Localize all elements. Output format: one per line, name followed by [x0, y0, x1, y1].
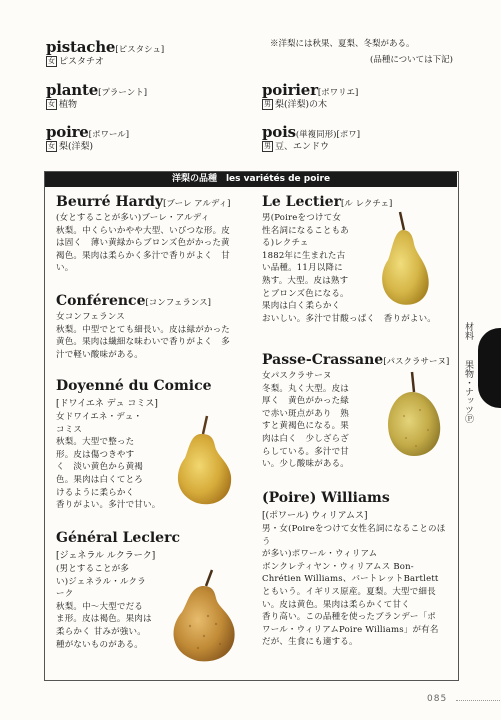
desc-line: る)レクチェ: [262, 238, 309, 249]
side-label-fruits-nuts: 果物・ナッツⓅ: [463, 360, 473, 423]
desc-line: 汁で軽い酸味がある。: [56, 349, 144, 360]
variety-name: Passe-Crassane: [262, 352, 384, 368]
desc-line: 肉は白く 少しざらざ: [262, 433, 350, 444]
band-title-fr: les variétés de poire: [225, 174, 331, 184]
variety-conference: [56, 290, 252, 361]
gender-badge: 男: [264, 142, 271, 150]
variety-name: Doyenné du Comice: [56, 378, 212, 394]
variety-pronunciation: [ドワイエネ デュ コミス]: [56, 399, 158, 409]
variety-pronunciation: [コンフェランス]: [145, 298, 211, 308]
desc-line: 種がないものがある。: [56, 639, 144, 650]
desc-line: い。: [56, 263, 74, 274]
desc-line: (女とすることが多い)ブーレ・アルディ: [56, 213, 210, 223]
desc-line: コミス: [56, 424, 83, 435]
le-lectier-pear-image: [368, 210, 438, 310]
headword: pistache: [46, 38, 116, 56]
desc-line: い品種。11月以降に: [262, 263, 343, 274]
variety-beurre-hardy: [56, 191, 252, 275]
entry-plante: [46, 80, 147, 111]
variety-name: Conférence: [56, 293, 146, 309]
gender-badge: 女: [48, 100, 55, 108]
band-title-ja: 洋梨の品種: [171, 174, 217, 184]
variety-name: Général Leclerc: [56, 530, 180, 546]
pronunciation: [ポワリエ]: [317, 88, 359, 98]
definition: 梨(洋梨): [59, 142, 94, 152]
desc-line: で赤い斑点があり 熟: [262, 408, 350, 419]
desc-line: とブロンズ色になる。: [262, 288, 349, 299]
desc-line: けるように柔らかく: [56, 487, 135, 498]
side-label-materials: 材料: [463, 322, 473, 340]
variety-name: Le Lectier: [262, 194, 341, 210]
page-rule: [456, 700, 500, 701]
desc-line: すと黄褐色になる。果: [262, 421, 350, 432]
headword: pois: [262, 123, 296, 141]
desc-line: だが、生食にも適する。: [262, 637, 358, 648]
side-tab: [478, 328, 501, 408]
desc-line: (男とすることが多: [56, 564, 130, 574]
desc-line: 褐色。果肉は柔らかく多汁で香りがよく 甘: [56, 250, 231, 261]
desc-line: 性名詞になることもあ: [262, 225, 350, 236]
passe-crassane-pear-image: [376, 368, 450, 460]
desc-line: Chrétien Williams、バートレットBartlett: [262, 574, 439, 585]
doyenne-pear-image: [163, 410, 241, 508]
desc-line: 冬梨。丸く大型。皮は: [262, 383, 350, 394]
desc-line: い。皮は黄色。果肉は柔らかくて甘く: [262, 599, 410, 610]
desc-line: 熟す。大型。皮は熟す: [262, 275, 349, 286]
pronunciation: (単複同形)[ポワ]: [295, 130, 361, 140]
variety-note-ref: (品種については下記): [370, 55, 453, 65]
desc-line: く 淡い黄色から黄褐: [56, 462, 144, 473]
pronunciation: [ポワール]: [88, 130, 130, 140]
desc-line: ワール・ウィリアムPoire Williams」が有名: [262, 624, 439, 635]
desc-line: 男・女(Poireをつけて女性名詞になることのほう: [262, 524, 446, 547]
entry-poirier: [262, 80, 358, 111]
desc-line: ーク: [56, 589, 74, 600]
general-leclerc-pear-image: [160, 566, 242, 664]
variety-pronunciation: [ジェネラル ルクラーク]: [56, 551, 156, 561]
desc-line: が多い)ポワール・ウィリアム: [262, 549, 378, 560]
desc-line: ま形。皮は褐色。果肉は: [56, 614, 152, 625]
desc-line: 柔らかく 甘みが強い。: [56, 626, 146, 637]
desc-line: ボンクレティヤン・ウィリアムス Bon-: [262, 561, 414, 572]
headword: poirier: [262, 81, 318, 99]
desc-line: おいしい。多汁で甘酸っぱく 香りがよい。: [262, 313, 437, 324]
variety-note: ※洋梨には秋果、夏梨、冬梨がある。: [270, 39, 415, 49]
variety-pronunciation: [(ポワール) ウィリアムス]: [262, 511, 368, 521]
desc-line: 黄色。果肉は繊細な味わいで香りがよく 多: [56, 337, 231, 348]
entry-poire: [46, 122, 129, 153]
desc-line: ともいう。イギリス原産。夏梨。大型で細長: [262, 586, 436, 597]
headword: plante: [46, 81, 99, 99]
desc-line: 厚く 黄色がかった緑: [262, 396, 350, 407]
desc-line: 色。果肉は白くてとろ: [56, 474, 144, 485]
desc-line: 果肉は白く柔らかく: [262, 301, 341, 312]
desc-line: らしている。多汁で甘: [262, 446, 350, 457]
desc-line: 男(Poireをつけて女: [262, 213, 342, 223]
variety-pronunciation: [パスクラサーヌ]: [383, 357, 450, 367]
definition: 植物: [59, 100, 78, 110]
variety-pronunciation: [ブーレ アルディ]: [163, 199, 231, 209]
entry-pois: [262, 122, 360, 153]
variety-name: (Poire) Williams: [262, 490, 390, 506]
desc-line: 1882年に生まれた古: [262, 250, 346, 261]
gender-badge: 女: [48, 142, 55, 150]
headword: poire: [46, 123, 89, 141]
desc-line: 女ドワイエネ・デュ・: [56, 412, 143, 422]
desc-line: は固く 薄い黄緑からブロンズ色がかった黄: [56, 238, 230, 249]
desc-line: い)ジェネラル・ルクラ: [56, 576, 146, 587]
desc-line: 香り高い。この品種を使ったブランデー「ポ: [262, 612, 437, 623]
gender-badge: 男: [264, 100, 271, 108]
desc-line: 香りがよい。多汁で甘い。: [56, 500, 161, 511]
desc-line: 秋梨。中型でとても細長い。皮は緑がかった: [56, 324, 231, 335]
variety-name: Beurré Hardy: [56, 194, 164, 210]
definition: ピスタチオ: [59, 57, 104, 67]
variety-poire-williams: [262, 490, 454, 649]
desc-line: 秋梨。中～大型でだる: [56, 601, 144, 612]
gender-badge: 女: [48, 57, 55, 65]
pronunciation: [プラーント]: [98, 88, 148, 98]
definition: 豆、エンドウ: [275, 142, 330, 152]
variety-pronunciation: [ル レクチェ]: [340, 199, 393, 209]
desc-line: 秋梨。大型で整った: [56, 437, 135, 448]
desc-line: 秋梨。中くらいかやや大型、いびつな形。皮: [56, 225, 231, 236]
entry-pistache: [46, 37, 164, 68]
pronunciation: [ピスタシュ]: [115, 45, 165, 55]
page-number: 085: [427, 694, 448, 704]
desc-line: い。少し酸味がある。: [262, 459, 350, 470]
definition: 梨(洋梨)の木: [275, 100, 328, 110]
varieties-band: [45, 172, 457, 187]
desc-line: 女コンフェランス: [56, 312, 125, 322]
desc-line: 形。皮は傷つきやす: [56, 449, 135, 460]
desc-line: 女パスクラサーヌ: [262, 371, 332, 381]
